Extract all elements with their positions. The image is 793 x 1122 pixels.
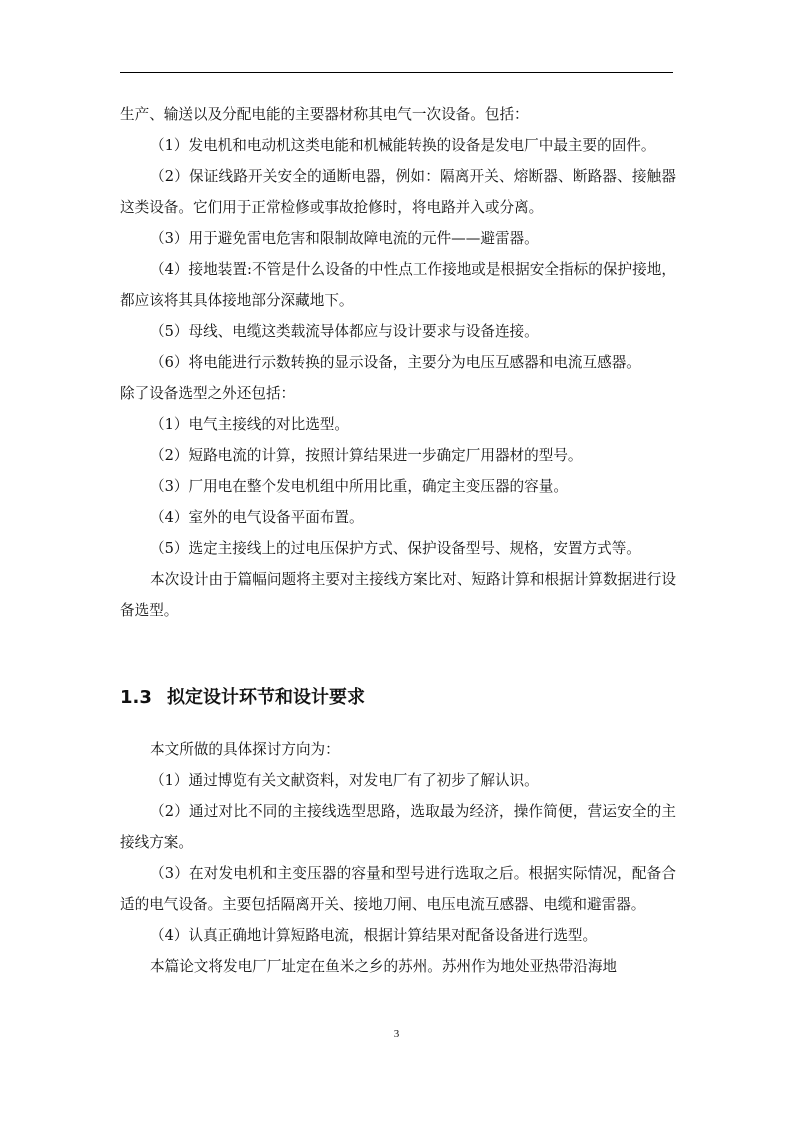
list-item: （5）母线、电缆这类载流导体都应与设计要求与设备连接。: [150, 323, 539, 340]
list-item: （1）电气主接线的对比选型。: [150, 416, 350, 433]
paragraph: 本次设计由于篇幅问题将主要对主接线方案比对、短路计算和根据计算数据进行设备选型。: [120, 571, 676, 619]
body-text-top: [120, 99, 676, 626]
list-item: （1）通过博览有关文献资料，对发电厂有了初步了解认识。: [150, 772, 539, 789]
list-item: （4）接地装置:不管是什么设备的中性点工作接地或是根据安全指标的保护接地，都应该将其具体接地部分深藏地下。: [120, 261, 676, 309]
paragraph: 除了设备选型之外还包括：: [120, 385, 296, 402]
section-number: 1.3: [120, 687, 152, 708]
list-item: （2）短路电流的计算，按照计算结果进一步确定厂用器材的型号。: [150, 447, 583, 464]
list-item: （1）发电机和电动机这类电能和机械能转换的设备是发电厂中最主要的固件。: [150, 137, 656, 154]
section-title: 拟定设计环节和设计要求: [167, 687, 365, 708]
page-number: 3: [393, 1028, 400, 1040]
paragraph: 本篇论文将发电厂厂址定在鱼米之乡的苏州。苏州作为地处亚热带沿海地: [150, 958, 618, 975]
list-item: （6）将电能进行示数转换的显示设备，主要分为电压互感器和电流互感器。: [150, 354, 641, 371]
list-item: （3）厂用电在整个发电机组中所用比重，确定主变压器的容量。: [150, 478, 568, 495]
paragraph: 生产、输送以及分配电能的主要器材称其电气一次设备。包括：: [120, 106, 529, 123]
section-heading: [120, 684, 365, 712]
list-item: （4）室外的电气设备平面布置。: [150, 509, 364, 526]
list-item: （3）在对发电机和主变压器的容量和型号进行选取之后。根据实际情况，配备合适的电气设备。主要包括隔离开关、接地刀闸、电压电流互感器、电缆和避雷器。: [120, 865, 676, 913]
list-item: （5）选定主接线上的过电压保护方式、保护设备型号、规格，安置方式等。: [150, 540, 641, 557]
list-item: （2）保证线路开关安全的通断电器，例如：隔离开关、熔断器、断路器、接触器这类设备。它们用于正常检修或事故抢修时，将电路并入或分离。: [120, 168, 676, 216]
list-item: （2）通过对比不同的主接线选型思路，选取最为经济，操作简便，营运安全的主接线方案。: [120, 803, 676, 851]
list-item: （3）用于避免雷电危害和限制故障电流的元件——避雷器。: [150, 230, 539, 247]
list-item: （4）认真正确地计算短路电流，根据计算结果对配备设备进行选型。: [150, 927, 598, 944]
paragraph: 本文所做的具体探讨方向为：: [150, 741, 340, 758]
header-rule: [120, 72, 673, 73]
body-text-bottom: [120, 734, 676, 982]
